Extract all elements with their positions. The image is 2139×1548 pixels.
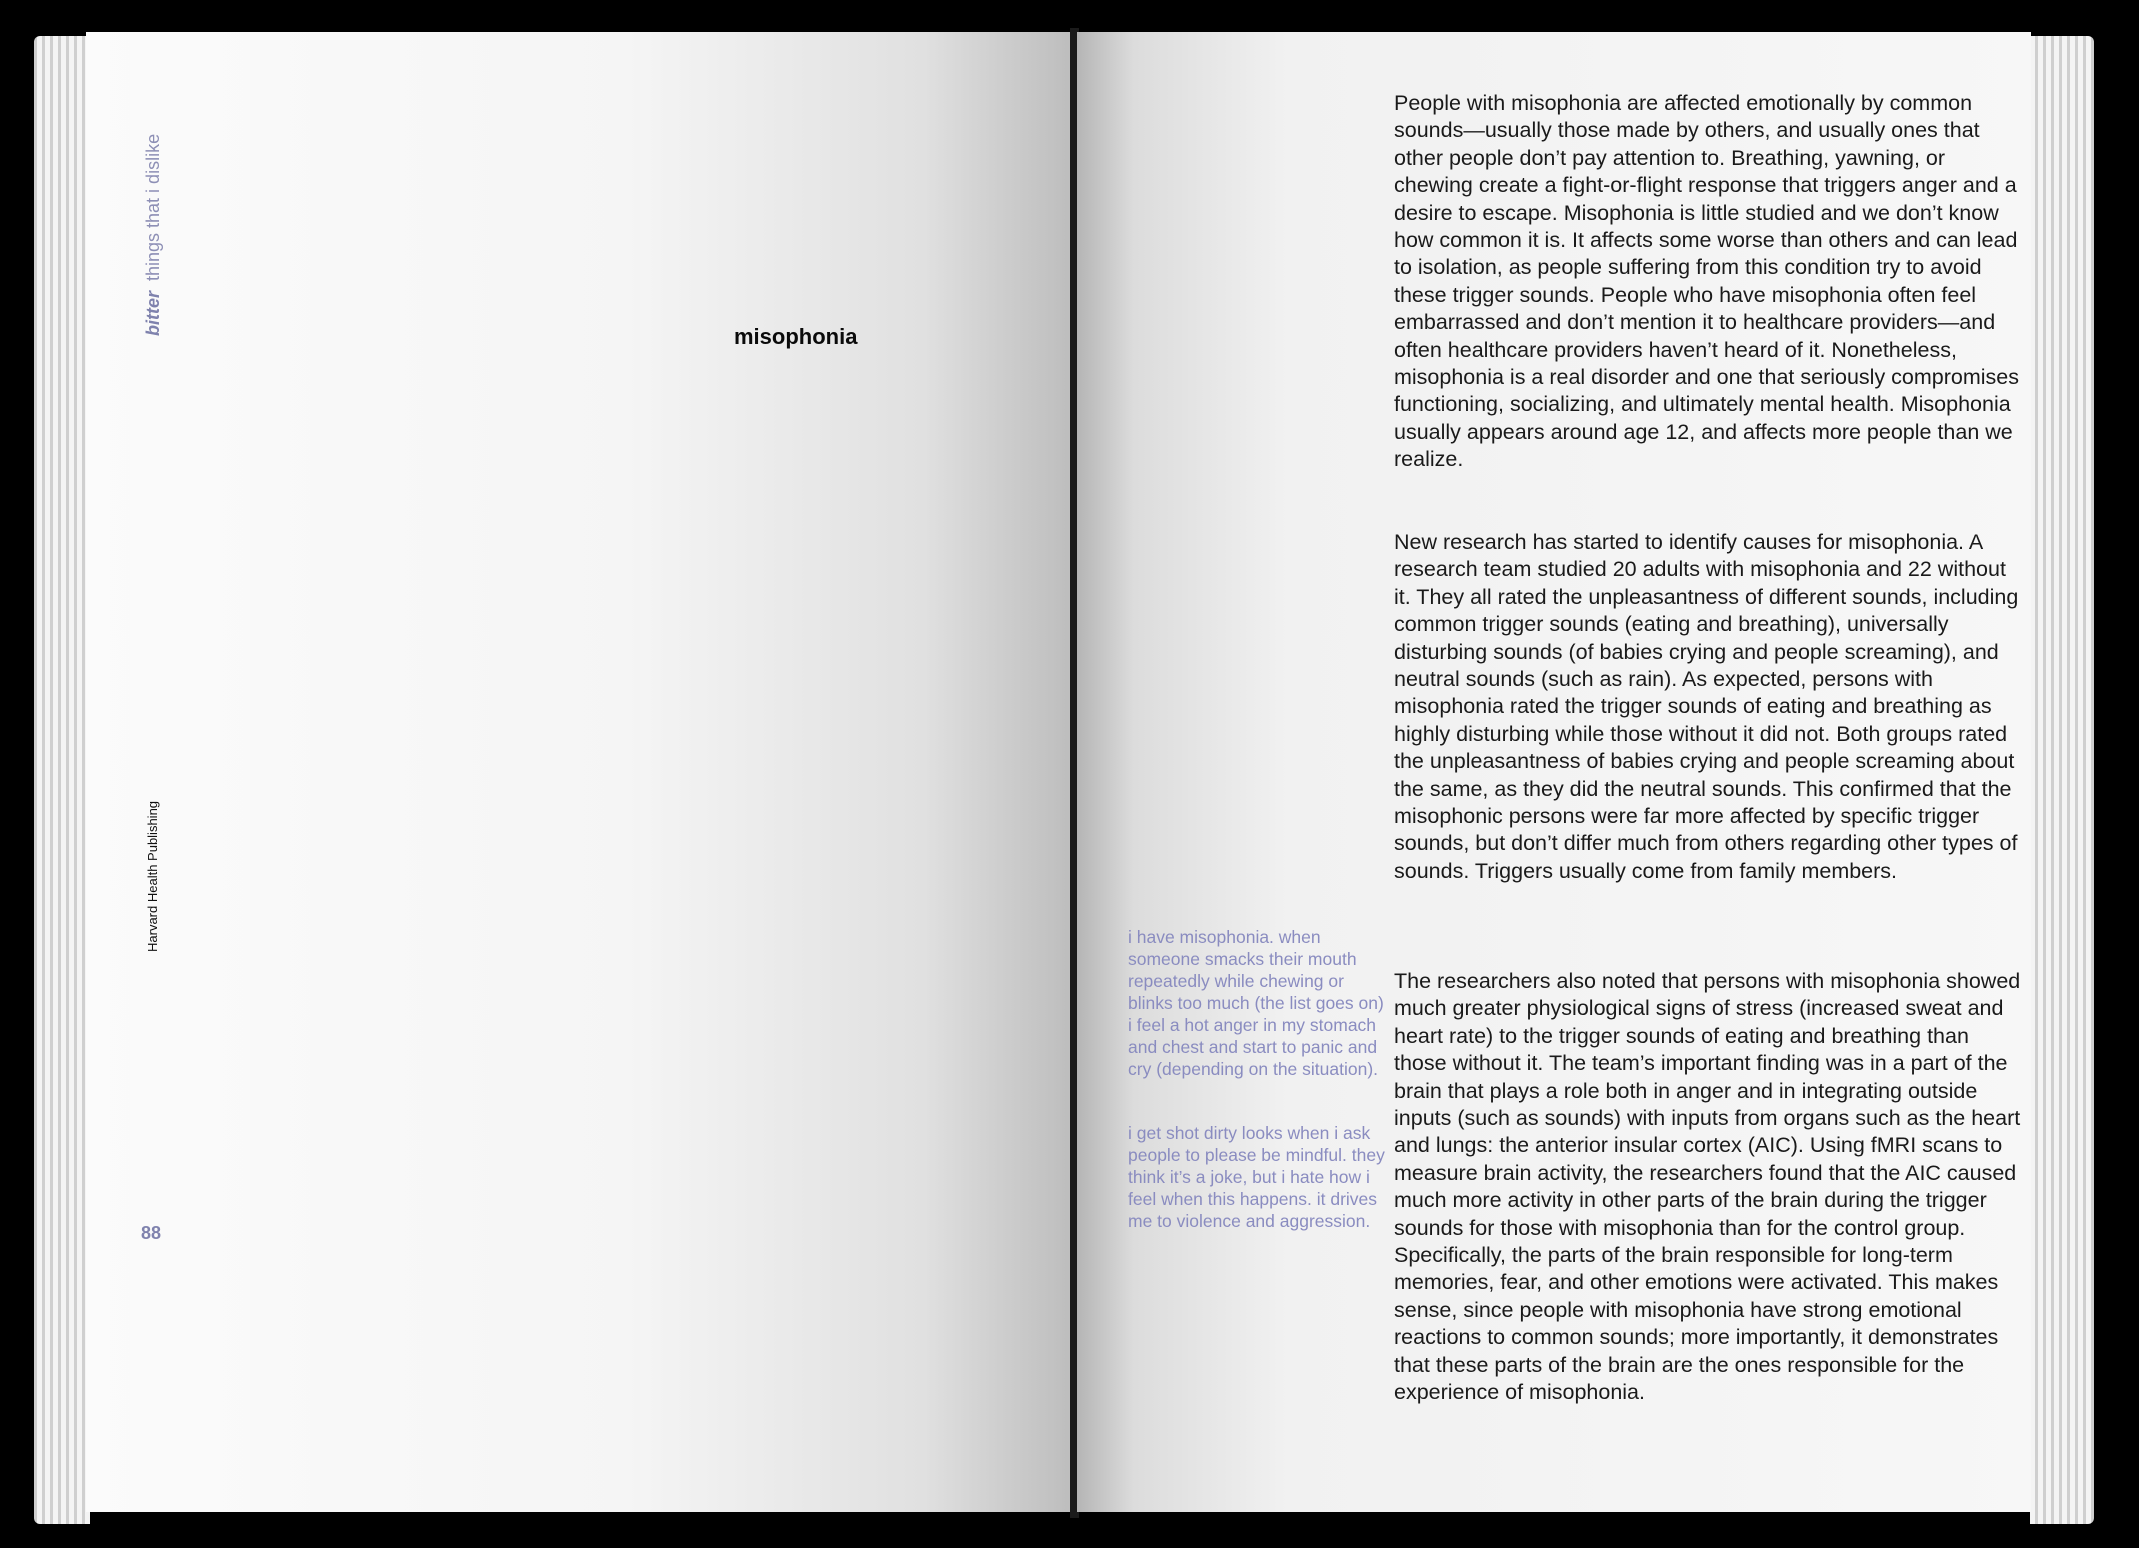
running-head-book-title: bitter [143,291,163,336]
running-head-subtitle: things that i dislike [143,133,163,281]
publisher-label: Harvard Health Publishing [145,800,160,952]
body-paragraph-3: The researchers also noted that persons with misophonia showed much greater physiological signs of stress (increased sweat and heart rate) to the trigger sounds of eating and breathing than those without it. The team’s important finding was in a part of the brain that plays a role both in anger and in integrating outside inputs (such as sounds) with inputs from organs such as the heart and lungs: the anterior insular cortex (AIC). Using fMRI scans to measure brain activity, the researchers found that the AIC caused much more activity in other parts of the brain during the trigger sounds for those with misophonia than for the control group. Specifically, the parts of the brain responsible for long-term memories, fear, and other emotions were activated. This makes sense, since people with misophonia have strong emotional reactions to common sounds; more importantly, it demonstrates that these parts of the brain are the ones responsible for the experience of misophonia. [1394,969,2021,1405]
page-edges-right [2030,36,2094,1524]
body-paragraph-2: New research has started to identify causes for misophonia. A research team studied 20 adults with misophonia and 22 without it. They all rated the unpleasantness of different sounds, including common trigger sounds (eating and breathing), universally disturbing sounds (of babies crying and people screaming), and neutral sounds (such as rain). As expected, persons with misophonia rated the trigger sounds of eating and breathing as highly disturbing while those without it did not. Both groups rated the unpleasantness of babies crying and people screaming about the same, as they did the neutral sounds. This confirmed that the misophonic persons were far more affected by specific trigger sounds, but don’t differ much from others regarding other types of sounds. Triggers usually come from family members. [1394,530,2019,883]
left-page [86,32,1072,1512]
margin-comment-2: i get shot dirty looks when i ask people to please be mindful. they think it’s a joke, but i hate how i feel when this happens. it drives me to violence and aggression. [1128,1123,1385,1231]
publisher-label-container [136,787,166,952]
page-edges-left [34,36,90,1524]
running-head [134,116,178,336]
page-number: 88 [141,1223,162,1243]
right-page [1077,32,2031,1512]
chapter-title: misophonia [734,324,858,349]
margin-comment-1: i have misophonia. when someone smacks their mouth repeatedly while chewing or blinks too much (the list goes on) i feel a hot anger in my stomach and chest and start to panic and cry (depending on the situation). [1128,927,1384,1079]
body-paragraph-1: People with misophonia are affected emotionally by common sounds—usually those made by others, and usually ones that other people don’t pay attention to. Breathing, yawning, or chewing create a fight-or-flight response that triggers anger and a desire to escape. Misophonia is little studied and we don’t know how common it is. It affects some worse than others and can lead to isolation, as people suffering from this condition try to avoid these trigger sounds. People who have misophonia often feel embarrassed and don’t mention it to healthcare providers—and often healthcare providers haven’t heard of it. Nonetheless, misophonia is a real disorder and one that seriously compromises functioning, socializing, and ultimately mental health. Misophonia usually appears around age 12, and affects more people than we realize. [1394,91,2020,472]
